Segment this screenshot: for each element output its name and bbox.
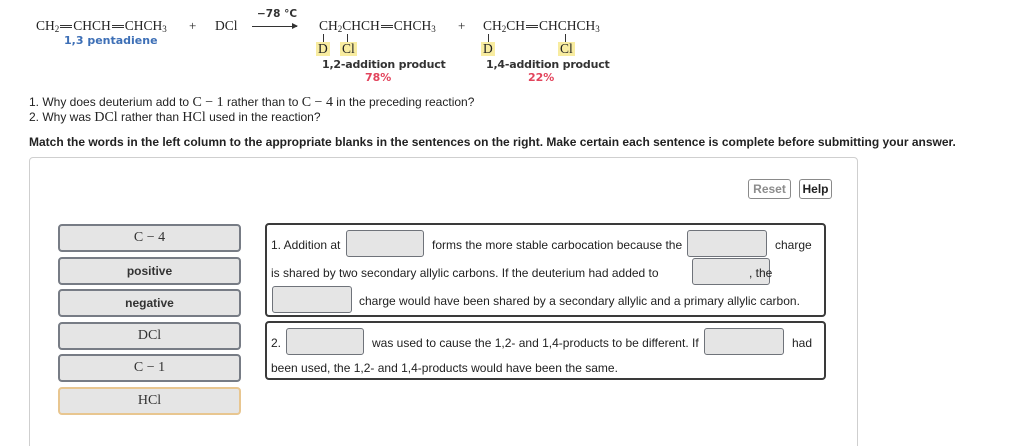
product-12-label: 1,2-addition product [322, 58, 446, 71]
instruction-text: Match the words in the left column to the appropriate blanks in the sentences on the right. Make certain each sentence is complete before submitting your answer. [29, 135, 956, 149]
reset-button[interactable]: Reset [748, 179, 791, 199]
plus-sign: + [189, 18, 197, 33]
reagent: DCl [215, 18, 238, 33]
sentence-text: had [792, 336, 813, 350]
word-chip-dcl[interactable]: DCl [58, 322, 241, 350]
reaction-arrow-icon [252, 26, 297, 27]
sentence-text: 2. [271, 336, 282, 350]
drop-blank-4[interactable] [272, 286, 352, 313]
drop-blank-1[interactable] [346, 230, 424, 257]
sentence-text: charge [775, 238, 812, 252]
sentence-text: 1. Addition at [271, 238, 341, 252]
sentence-2-box [265, 321, 826, 380]
word-chip-negative[interactable]: negative [58, 289, 241, 317]
reaction-condition: −78 °C [257, 8, 298, 20]
word-chip-c1[interactable]: C − 1 [58, 354, 241, 382]
reactant-formula: $CH_2$ CHCH $CHCH_3$ [36, 18, 167, 34]
word-chip-positive[interactable]: positive [58, 257, 241, 285]
sentence-text: charge would have been shared by a secondary allylic and a primary allylic carbon. [359, 294, 800, 308]
sentence-text: is shared by two secondary allylic carbons. If the deuterium had added to [271, 266, 659, 280]
word-chip-c4[interactable]: C − 4 [58, 224, 241, 252]
sentence-1-box [265, 223, 826, 317]
substituent-cl-highlight: Cl [560, 41, 573, 56]
reactant-name: 1,3 pentadiene [64, 34, 158, 47]
product-12-formula: $CH_2CHCH$ $CHCH_3$ [319, 18, 436, 34]
question-list [29, 95, 474, 125]
help-button[interactable]: Help [799, 179, 832, 199]
question-1: 1. Why does deuterium add to C − 1 rather than to C − 4 in the preceding reaction? [29, 95, 475, 110]
product-14-percent: 22% [528, 71, 555, 84]
substituent-cl-highlight: Cl [342, 41, 355, 56]
product-12-percent: 78% [365, 71, 392, 84]
question-2: 2. Why was DCl rather than HCl used in the reaction? [29, 110, 321, 125]
reaction-scheme [0, 0, 620, 90]
substituent-d-highlight: D [483, 41, 493, 56]
product-14-formula: $CH_2CH$ $CHCHCH_3$ [483, 18, 600, 34]
drop-blank-5[interactable] [286, 328, 364, 355]
matching-panel [29, 157, 858, 446]
sentence-text: forms the more stable carbocation because the [432, 238, 683, 252]
sentence-text: been used, the 1,2- and 1,4-products would have been the same. [271, 361, 618, 375]
substituent-d-highlight: D [318, 41, 328, 56]
sentence-text: was used to cause the 1,2- and 1,4-products to be different. If [372, 336, 699, 350]
drop-blank-2[interactable] [687, 230, 767, 257]
sentence-text: , the [749, 266, 773, 280]
word-chip-hcl[interactable]: HCl [58, 387, 241, 415]
plus-sign: + [458, 18, 466, 33]
drop-blank-6[interactable] [704, 328, 784, 355]
product-14-label: 1,4-addition product [486, 58, 610, 71]
